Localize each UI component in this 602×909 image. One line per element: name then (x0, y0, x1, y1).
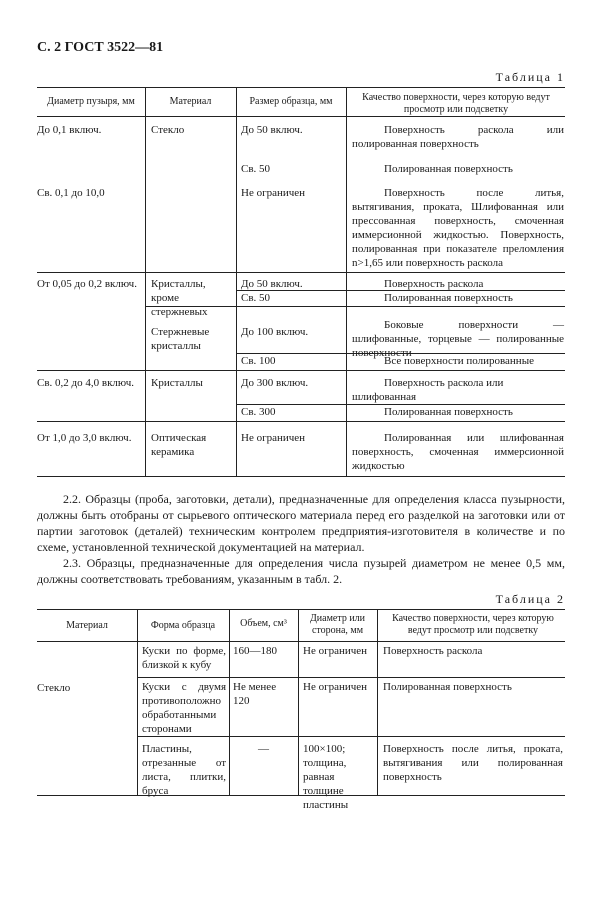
t2-volume-1: 160—180 (233, 645, 277, 657)
table1-header-quality: Качество поверхности, через которую ведут просмотр или подсветку (362, 92, 550, 115)
t2-quality-2: Полированная поверхность (383, 681, 512, 693)
t2-form-1: Куски по форме, близкой к кубу (142, 645, 226, 671)
t1-diameter-5: От 1,0 до 3,0 включ. (37, 432, 132, 444)
table2-header-volume: Объем, см³ (240, 618, 287, 629)
t1-diameter-3: От 0,05 до 0,2 включ. (37, 278, 137, 290)
t1-quality-3: Поверхность после литья, вытягивания, проката, Шлифованная или прессованная поверхность, смоченная иммерсионной жидкостью. Поверхность, полированная при показателе преломления n>1,65 или поверхность раскола (352, 187, 564, 269)
t1-quality-5: Полированная поверхность (384, 292, 513, 304)
t1-diameter-4: Св. 0,2 до 4,0 включ. (37, 377, 134, 389)
table1-label: Таблица 1 (495, 70, 565, 84)
t1-size-7: Св. 100 (241, 355, 276, 367)
t2-volume-3: — (258, 743, 269, 755)
paragraph-2-3: 2.3. Образцы, предназначенные для определения числа пузырей диаметром не менее 0,5 мм, должны соответствовать требованиям, указанным в табл. 2. (37, 556, 565, 586)
t1-quality-4: Поверхность раскола (384, 278, 484, 290)
t1-material-1: Стекло (151, 124, 185, 136)
table2-header-quality: Качество поверхности, через которую ведут просмотр или подсветку (392, 613, 554, 636)
t1-quality-9: Полированная поверхность (384, 406, 513, 418)
t1-material-2: Кристаллы, кроме стержневых (151, 278, 208, 318)
t1-size-2: Св. 50 (241, 163, 271, 175)
table1-header-diameter: Диаметр пузыря, мм (47, 96, 135, 107)
t1-size-4: До 50 включ. (241, 278, 303, 290)
t1-size-3: Не ограничен (241, 187, 306, 199)
t2-diameter-3: 100×100; толщина, равная толщине пластины (303, 743, 349, 811)
t2-material: Стекло (37, 682, 71, 694)
t1-size-9: Св. 300 (241, 406, 276, 418)
t1-size-5: Св. 50 (241, 292, 271, 304)
t1-size-6: До 100 включ. (241, 326, 309, 338)
t1-diameter-2: Св. 0,1 до 10,0 (37, 187, 105, 199)
t1-material-4: Кристаллы (151, 377, 203, 389)
t1-quality-1: Поверхность раскола или полированная поверхность (352, 124, 564, 150)
t1-material-5: Оптическая керамика (151, 432, 207, 458)
page-header: С. 2 ГОСТ 3522—81 (37, 40, 164, 55)
t1-quality-10: Полированная или шлифованная поверхность, смоченная иммерсионной жидкостью (352, 432, 564, 472)
t2-diameter-1: Не ограничен (303, 645, 368, 657)
t1-diameter-1: До 0,1 включ. (37, 124, 102, 136)
t1-size-1: До 50 включ. (241, 124, 303, 136)
table2-header-material: Материал (66, 620, 108, 631)
paragraph-2-2: 2.2. Образцы (проба, заготовки, детали), предназначенные для определения класса пузырности, должны быть отобраны от сырьевого оптического материала перед его разделкой на заготовки или от партии заготовок (деталей) техническим контролем предприятия-изготовителя в количестве и по схеме, установленной технической документацией на материал. (37, 492, 565, 554)
table2-label: Таблица 2 (495, 592, 565, 606)
t2-form-3: Пластины, отрезанные от листа, плитки, бруса (142, 743, 226, 797)
table1-header-size: Размер образца, мм (249, 96, 333, 107)
t2-diameter-2: Не ограничен (303, 681, 368, 693)
t2-form-2: Куски с двумя противоположно обработанными сторонами (142, 681, 226, 735)
t2-quality-3: Поверхность после литья, проката, вытягивания или полированная поверхность (383, 743, 563, 783)
t1-size-8: До 300 включ. (241, 377, 309, 389)
t1-size-10: Не ограничен (241, 432, 306, 444)
t2-quality-1: Поверхность раскола (383, 645, 483, 657)
t1-quality-2: Полированная поверхность (384, 163, 513, 175)
t1-quality-7: Все поверхности полированные (384, 355, 534, 367)
t1-quality-8: Поверхность раскола или шлифованная (352, 377, 504, 403)
table2-header-form: Форма образца (150, 620, 216, 631)
table2-header-diameter: Диаметр или сторона, мм (309, 613, 366, 636)
t2-volume-2: Не менее 120 (233, 681, 277, 707)
t1-material-3: Стержневые кристаллы (151, 326, 210, 352)
t1-quality-6: Боковые поверхности — шлифованные, торцевые — полированные поверхности (352, 319, 564, 359)
table1-header-material: Материал (169, 96, 212, 107)
